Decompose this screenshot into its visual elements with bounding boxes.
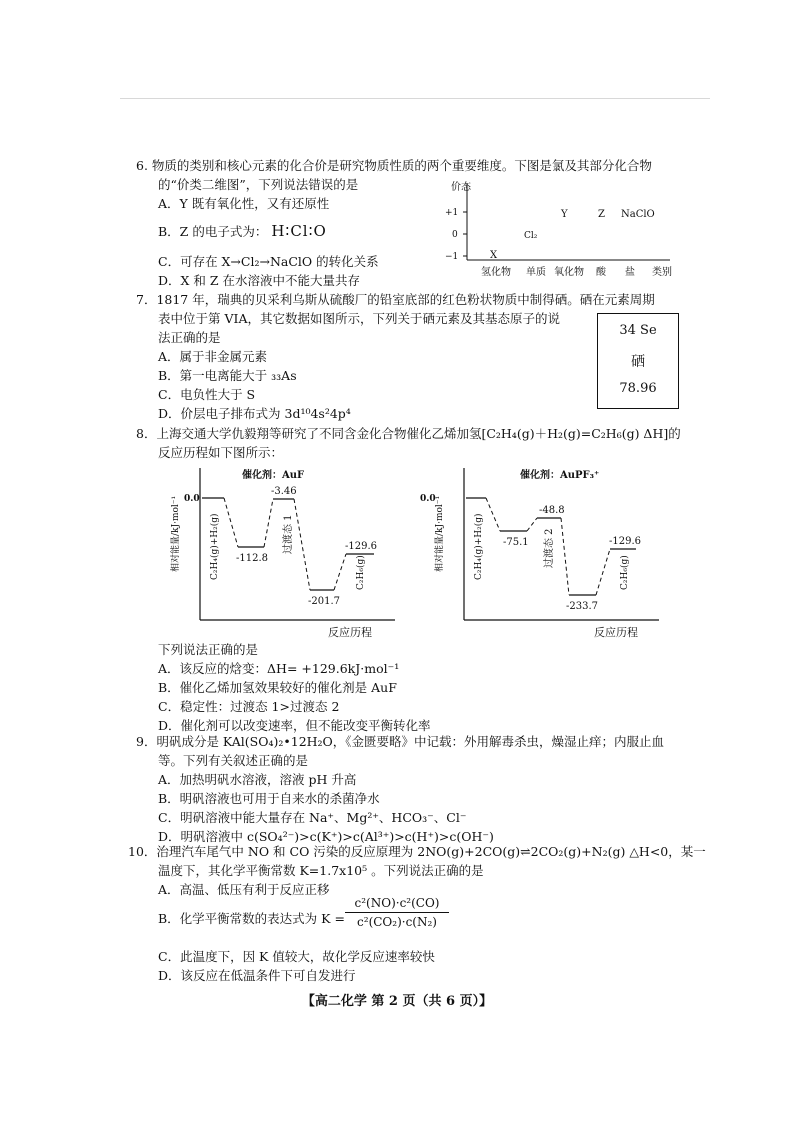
q8-option-c: C．稳定性：过渡态 1>过渡态 2 (158, 699, 340, 714)
aupf3-x-axis-label: 反应历程 (594, 626, 638, 639)
q6-option-b-label: B．Z 的电子式为： (158, 224, 268, 239)
q10-stem-line1: 10．治理汽车尾气中 NO 和 CO 污染的反应原理为 2NO(g)+2CO(g)⇌2CO₂(g)+N₂(g) △H<0，某一 (128, 844, 706, 859)
aupf3-ts2-label: 过渡态 2 (544, 528, 555, 568)
tick-plus1: +1 (445, 208, 459, 218)
q10-option-b-label: B．化学平衡常数的表达式为 K = (158, 911, 345, 926)
aupf3-value-intermediate2: -233.7 (566, 601, 599, 612)
point-cl2: Cl₂ (524, 231, 538, 241)
q6-option-a: A．Y 既有氧化性，又有还原性 (158, 196, 330, 211)
q6-option-b (158, 222, 327, 241)
selenium-name: 硒 (631, 354, 645, 370)
category-element: 单质 (526, 267, 546, 278)
point-naclo: NaClO (621, 209, 655, 220)
fraction-numerator: c²(NO)·c²(CO) (345, 896, 449, 913)
q7-stem-line2: 表中位于第 VIA，其它数据如图所示，下列关于硒元素及其基态原子的说 (158, 311, 560, 326)
q8-option-a: A．该反应的焓变：ΔH= +129.6kJ·mol⁻¹ (158, 661, 400, 676)
category-oxide: 氧化物 (554, 267, 584, 278)
q8-stem-line2: 反应历程如下图所示： (158, 445, 284, 460)
aupf3-reactant-label: C₂H₄(g)+H₂(g) (474, 513, 484, 580)
auf-ts1-label: 过渡态 1 (283, 514, 294, 554)
q8-option-b: B．催化乙烯加氢效果较好的催化剂是 AuF (158, 680, 397, 695)
q10-option-a: A．高温、低压有利于反应正移 (158, 882, 330, 897)
auf-value-start: 0.0 (184, 494, 200, 504)
aupf3-value-product: -129.6 (609, 536, 642, 547)
category-acid: 酸 (596, 267, 606, 278)
q6-option-c: C．可存在 X→Cl₂→NaClO 的转化关系 (158, 254, 379, 269)
fraction-denominator: c²(CO₂)·c(N₂) (357, 915, 437, 929)
q9-option-d: D．明矾溶液中 c(SO₄²⁻)>c(K⁺)>c(Al³⁺)>c(H⁺)>c(OH⁻) (158, 829, 494, 844)
q9-option-c: C．明矾溶液中能大量存在 Na⁺、Mg²⁺、HCO₃⁻、Cl⁻ (158, 810, 467, 825)
category-hydride: 氢化物 (481, 267, 511, 278)
aupf3-catalyst-title: 催化剂：AuPF₃⁺ (520, 470, 600, 481)
q7-option-a: A．属于非金属元素 (158, 349, 268, 364)
category-salt: 盐 (625, 267, 635, 278)
q6-stem-line2: 的“价类二维图”，下列说法错误的是 (158, 177, 359, 192)
point-x: X (490, 250, 498, 261)
tick-zero: 0 (452, 230, 458, 240)
q9-option-a: A．加热明矾水溶液，溶液 pH 升高 (158, 772, 357, 787)
auf-y-axis-label: 相对能量/kJ·mol⁻¹ (171, 495, 181, 572)
energy-diagram-auf (160, 462, 400, 642)
q9-stem-line2: 等。下列有关叙述正确的是 (158, 753, 309, 768)
q10-option-d: D．该反应在低温条件下可自发进行 (158, 968, 356, 983)
q8-option-stem: 下列说法正确的是 (158, 642, 259, 657)
selenium-number-symbol: 34 Se (619, 323, 657, 338)
valence-class-chart (445, 178, 685, 283)
header-rule (120, 98, 710, 99)
aupf3-product-label: C₂H₆(g) (620, 555, 630, 590)
q9-option-b: B．明矾溶液也可用于自来水的杀菌净水 (158, 791, 380, 806)
auf-x-axis-label: 反应历程 (328, 626, 372, 639)
q7-option-d: D．价层电子排布式为 3d¹⁰4s²4p⁴ (158, 406, 351, 421)
aupf3-value-start: 0.0 (420, 494, 436, 504)
selenium-mass: 78.96 (619, 381, 657, 396)
tick-minus1: −1 (445, 252, 459, 262)
equilibrium-constant-fraction (345, 896, 449, 929)
auf-catalyst-title: 催化剂：AuF (242, 470, 305, 481)
aupf3-y-axis-label: 相对能量/kJ·mol⁻¹ (435, 495, 445, 572)
point-z: Z (598, 209, 605, 220)
q8-stem-line1: 8．上海交通大学仇毅翔等研究了不同含金化合物催化乙烯加氢[C₂H₄(g)＋H₂(g)=C₂H₆(g) ΔH]的 (136, 426, 681, 441)
point-y: Y (561, 209, 568, 220)
q9-stem-line1: 9．明矾成分是 KAl(SO₄)₂•12H₂O，《金匮要略》中记载：外用解毒杀虫，燥湿止痒；内服止血 (136, 734, 665, 749)
aupf3-value-intermediate1: -75.1 (503, 537, 529, 548)
q7-option-b: B．第一电离能大于 ₃₃As (158, 368, 297, 383)
category-axis-label: 类别 (652, 267, 672, 278)
valence-axis-label: 价态 (451, 182, 471, 193)
q7-stem-line3: 法正确的是 (158, 330, 221, 345)
energy-diagram-aupf3 (420, 462, 664, 642)
auf-value-intermediate1: -112.8 (236, 553, 269, 564)
selenium-element-card (597, 313, 679, 409)
auf-product-label: C₂H₆(g) (356, 555, 366, 590)
q10-option-c: C．此温度下，因 K 值较大，故化学反应速率较快 (158, 949, 435, 964)
q7-option-c: C．电负性大于 S (158, 387, 256, 402)
q6-option-d: D．X 和 Z 在水溶液中不能大量共存 (158, 273, 361, 288)
q8-option-d: D．催化剂可以改变速率，但不能改变平衡转化率 (158, 718, 431, 733)
auf-value-intermediate2: -201.7 (308, 596, 341, 607)
auf-reactant-label: C₂H₄(g)+H₂(g) (210, 513, 220, 580)
page-footer: 【高二化学 第 2 页（共 6 页）】 (301, 994, 493, 1009)
auf-value-product: -129.6 (345, 541, 378, 552)
auf-value-ts1: -3.46 (271, 486, 297, 497)
q6-stem-line1: 6. 物质的类别和核心元素的化合价是研究物质性质的两个重要维度。下图是氯及其部分化合物 (136, 158, 652, 173)
q7-stem-line1: 7．1817 年，瑞典的贝采利乌斯从硫酸厂的铅室底部的红色粉状物质中制得硒。硒在元素周期 (136, 292, 655, 307)
aupf3-value-ts2: -48.8 (539, 505, 565, 516)
q10-stem-line2: 温度下，其化学平衡常数 K=1.7x10⁵ 。下列说法正确的是 (158, 863, 484, 878)
hclo-electron-formula: H∶Cl∶O (271, 222, 327, 240)
